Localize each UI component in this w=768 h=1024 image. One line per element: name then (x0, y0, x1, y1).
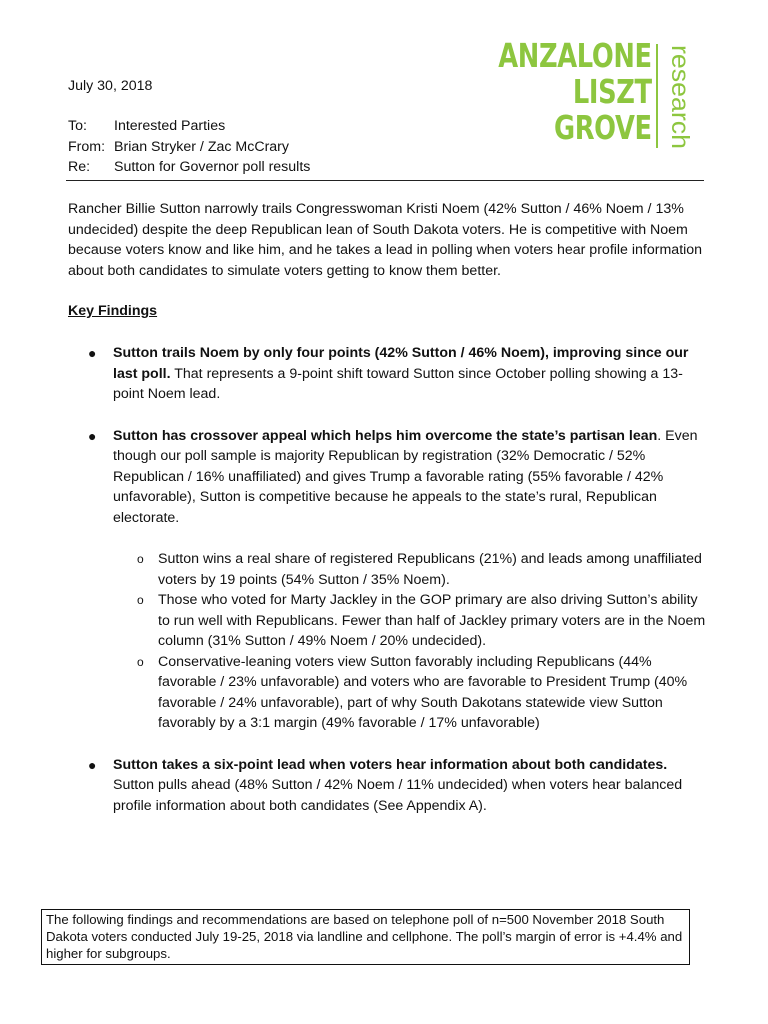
ring-bullet-icon: o (137, 552, 144, 566)
logo-wordmark (499, 38, 652, 146)
finding-item (68, 343, 708, 405)
finding-headline: Sutton has crossover appeal which helps him overcome the state’s partisan lean (113, 427, 658, 444)
finding-headline: Sutton trails Noem by only four points (42% Sutton / 46% Noem), improving since our last poll. (113, 345, 689, 382)
logo-line-1: ANZALONE (498, 36, 652, 75)
bullet-icon: ● (88, 427, 97, 444)
to-value: Interested Parties (114, 118, 226, 134)
ring-bullet-icon: o (137, 654, 144, 669)
finding-item (68, 755, 708, 817)
subitem-text: Those who voted for Marty Jackley in the GOP primary are also driving Sutton’s ability to run well with Republicans. Fewer than half of Jackley primary voters are in the Noem column (31% Sutton / 49% Noem / 20% undecided). (158, 592, 706, 649)
memo-header (68, 116, 468, 178)
findings-list (68, 343, 708, 837)
to-label: To: (68, 118, 87, 134)
ring-bullet-icon: o (137, 593, 144, 607)
logo-research-text: research (666, 45, 694, 143)
intro-paragraph: Rancher Billie Sutton narrowly trails Congresswoman Kristi Noem (42% Sutton / 46% Noem / 13% undecided) despite the deep Republican lean of South Dakota voters. He is competitive with Noem because voters know and like him, and he takes a lead in polling when voters hear profile information about both candidates to simulate voters getting to know them better. (68, 201, 703, 279)
from-value: Brian Stryker / Zac McCrary (114, 138, 290, 155)
logo-line-3: GROVE (554, 108, 652, 147)
memo-re-row (68, 157, 468, 178)
methodology-note: The following findings and recommendations are based on telephone poll of n=500 November 2018 South Dakota voters conducted July 19-25, 2018 via landline and cellphone. The poll’s margin of error is +4.4% and higher for subgroups. (41, 909, 690, 965)
finding-text: Sutton pulls ahead (48% Sutton / 42% Noem / 11% undecided) when voters hear balanced profile information about both candidates (See Appendix A). (113, 777, 683, 814)
company-logo (498, 36, 700, 158)
re-label: Re: (68, 159, 91, 175)
memo-from-row (68, 137, 468, 158)
subitem (113, 549, 708, 590)
subitem (113, 590, 708, 652)
logo-vertical-text (662, 42, 696, 152)
memo-to-row (68, 116, 468, 137)
subitem-text: Sutton wins a real share of registered Republicans (21%) and leads among unaffiliated voters by 19 points (54% Sutton / 35% Noem). (158, 551, 702, 588)
bullet-icon: ● (88, 756, 97, 773)
finding-headline: Sutton takes a six-point lead when voters hear information about both candidates. (113, 756, 668, 773)
subitem-text: Conservative-leaning voters view Sutton favorably including Republicans (44% favorable / 23% unfavorable) and voters who are favorable to President Trump (40% favorable / 24% unfavorable), part of why South Dakotans statewide view Sutton favorably by a 3:1 margin (49% favorable / 17% unfavorable) (158, 653, 688, 731)
header-divider (66, 180, 704, 181)
logo-divider (656, 44, 658, 148)
finding-subitems (113, 549, 708, 734)
key-findings-heading: Key Findings (68, 303, 158, 319)
finding-text: . Even though our poll sample is majority Republican by registration (32% Democratic / 52% Republican / 16% unaffiliated) and gives Trump a favorable rating (55% favorable / 42% unfavorable), Sutton is competitive because he appeals to the state’s rural, Republican electorate. (113, 427, 698, 526)
from-label: From: (68, 138, 106, 155)
re-value: Sutton for Governor poll results (114, 159, 311, 175)
bullet-icon: ● (88, 345, 97, 361)
subitem (113, 652, 708, 734)
finding-text: That represents a 9-point shift toward Sutton since October polling showing a 13-point Noem lead. (113, 365, 683, 402)
logo-line-2: LISZT (573, 72, 652, 111)
memo-date: July 30, 2018 (68, 78, 153, 94)
finding-item (68, 426, 708, 734)
